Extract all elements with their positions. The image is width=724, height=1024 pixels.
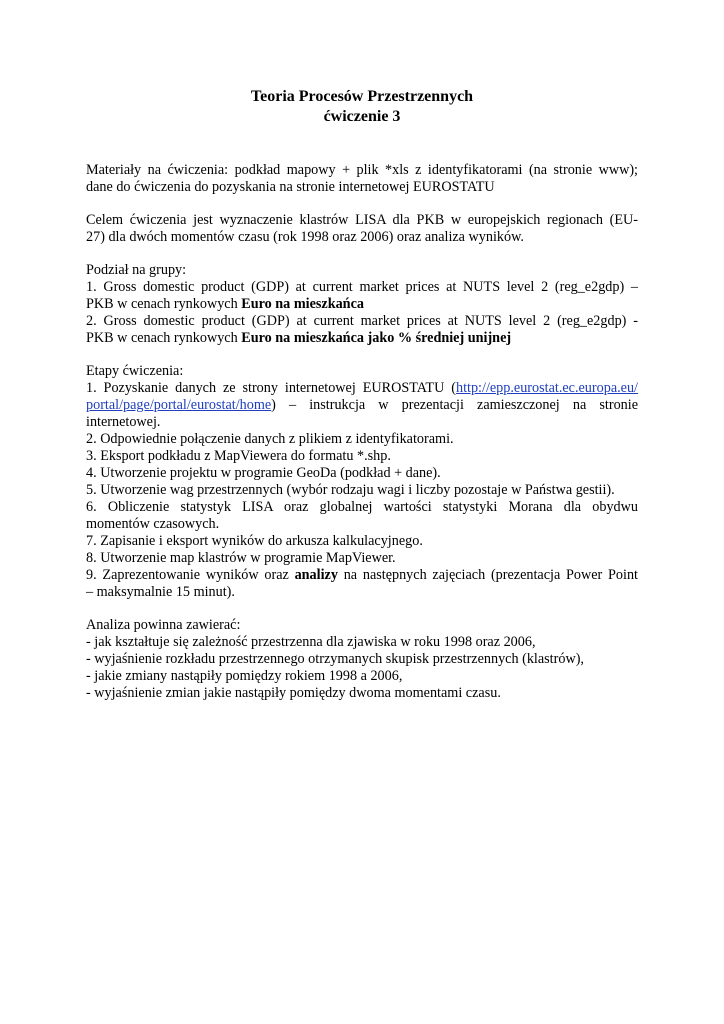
analysis-item: - wyjaśnienie zmian jakie nastąpiły pomiędzy dwoma momentami czasu. xyxy=(86,685,501,701)
groups-heading: Podział na grupy: xyxy=(86,262,187,278)
group-2-line-1: 2. Gross domestic product (GDP) at current market prices at NUTS level 2 (reg_e2gdp) - xyxy=(86,313,638,329)
step-1-line-2 xyxy=(86,397,638,414)
analysis-heading: Analiza powinna zawierać: xyxy=(86,617,241,633)
step-5: 5. Utworzenie wag przestrzennych (wybór rodzaju wagi i liczby pozostaje w Państwa gestii). xyxy=(86,482,615,498)
group-1-text: PKB w cenach rynkowych xyxy=(86,296,242,312)
group-2-line-2 xyxy=(86,330,511,347)
group-1-bold: Euro na mieszkańca xyxy=(241,296,364,312)
step-8: 8. Utworzenie map klastrów w programie MapViewer. xyxy=(86,550,396,566)
analysis-item: - jak kształtuje się zależność przestrzenna dla zjawiska w roku 1998 oraz 2006, xyxy=(86,634,536,650)
step-3: 3. Eksport podkładu z MapViewera do formatu *.shp. xyxy=(86,448,391,464)
group-2-text: PKB w cenach rynkowych xyxy=(86,330,242,346)
group-1-line-1: 1. Gross domestic product (GDP) at current market prices at NUTS level 2 (reg_e2gdp) – xyxy=(86,279,638,295)
steps-heading: Etapy ćwiczenia: xyxy=(86,363,184,379)
group-1-line-2 xyxy=(86,296,364,313)
step-1-line-3: internetowej. xyxy=(86,414,161,430)
eurostat-link-part-1[interactable]: http://epp.eurostat.ec.europa.eu/ xyxy=(455,380,638,396)
group-2-bold: Euro na mieszkańca jako % średniej unijnej xyxy=(241,330,512,346)
analysis-item: - wyjaśnienie rozkładu przestrzennego otrzymanych skupisk przestrzennych (klastrów), xyxy=(86,651,584,667)
document-title: Teoria Procesów Przestrzennych xyxy=(250,88,474,105)
step-9-line-2: – maksymalnie 15 minut). xyxy=(86,584,235,600)
step-1-line-1 xyxy=(86,380,638,397)
materials-line-2: dane do ćwiczenia do pozyskania na stronie internetowej EUROSTATU xyxy=(86,179,495,195)
step-9-line-1 xyxy=(86,567,638,584)
document-subtitle: ćwiczenie 3 xyxy=(323,108,401,125)
step-6-line-1: 6. Obliczenie statystyk LISA oraz globalnej wartości statystyki Morana dla obydwu xyxy=(86,499,638,515)
step-9-text-rest: na następnych zajęciach (prezentacja Power Point xyxy=(337,567,638,583)
eurostat-link-part-2[interactable]: portal/page/portal/eurostat/home xyxy=(86,397,272,413)
step-9-bold: analizy xyxy=(294,567,338,583)
goal-line-1: Celem ćwiczenia jest wyznaczenie klastrów LISA dla PKB w europejskich regionach (EU- xyxy=(86,212,638,228)
step-2: 2. Odpowiednie połączenie danych z plikiem z identyfikatorami. xyxy=(86,431,454,447)
goal-line-2: 27) dla dwóch momentów czasu (rok 1998 oraz 2006) oraz analiza wyników. xyxy=(86,229,524,245)
step-7: 7. Zapisanie i eksport wyników do arkusza kalkulacyjnego. xyxy=(86,533,423,549)
analysis-item: - jakie zmiany nastąpiły pomiędzy rokiem 1998 a 2006, xyxy=(86,668,403,684)
step-1-text: 1. Pozyskanie danych ze strony internetowej EUROSTATU ( xyxy=(86,380,456,396)
step-1-text-cont: ) – instrukcja w prezentacji zamieszczonej na stronie xyxy=(271,397,638,413)
materials-line-1: Materiały na ćwiczenia: podkład mapowy + plik *xls z identyfikatorami (na stronie www); xyxy=(86,162,638,178)
step-6-line-2: momentów czasowych. xyxy=(86,516,220,532)
step-4: 4. Utworzenie projektu w programie GeoDa (podkład + dane). xyxy=(86,465,441,481)
step-9-text: 9. Zaprezentowanie wyników oraz xyxy=(86,567,295,583)
